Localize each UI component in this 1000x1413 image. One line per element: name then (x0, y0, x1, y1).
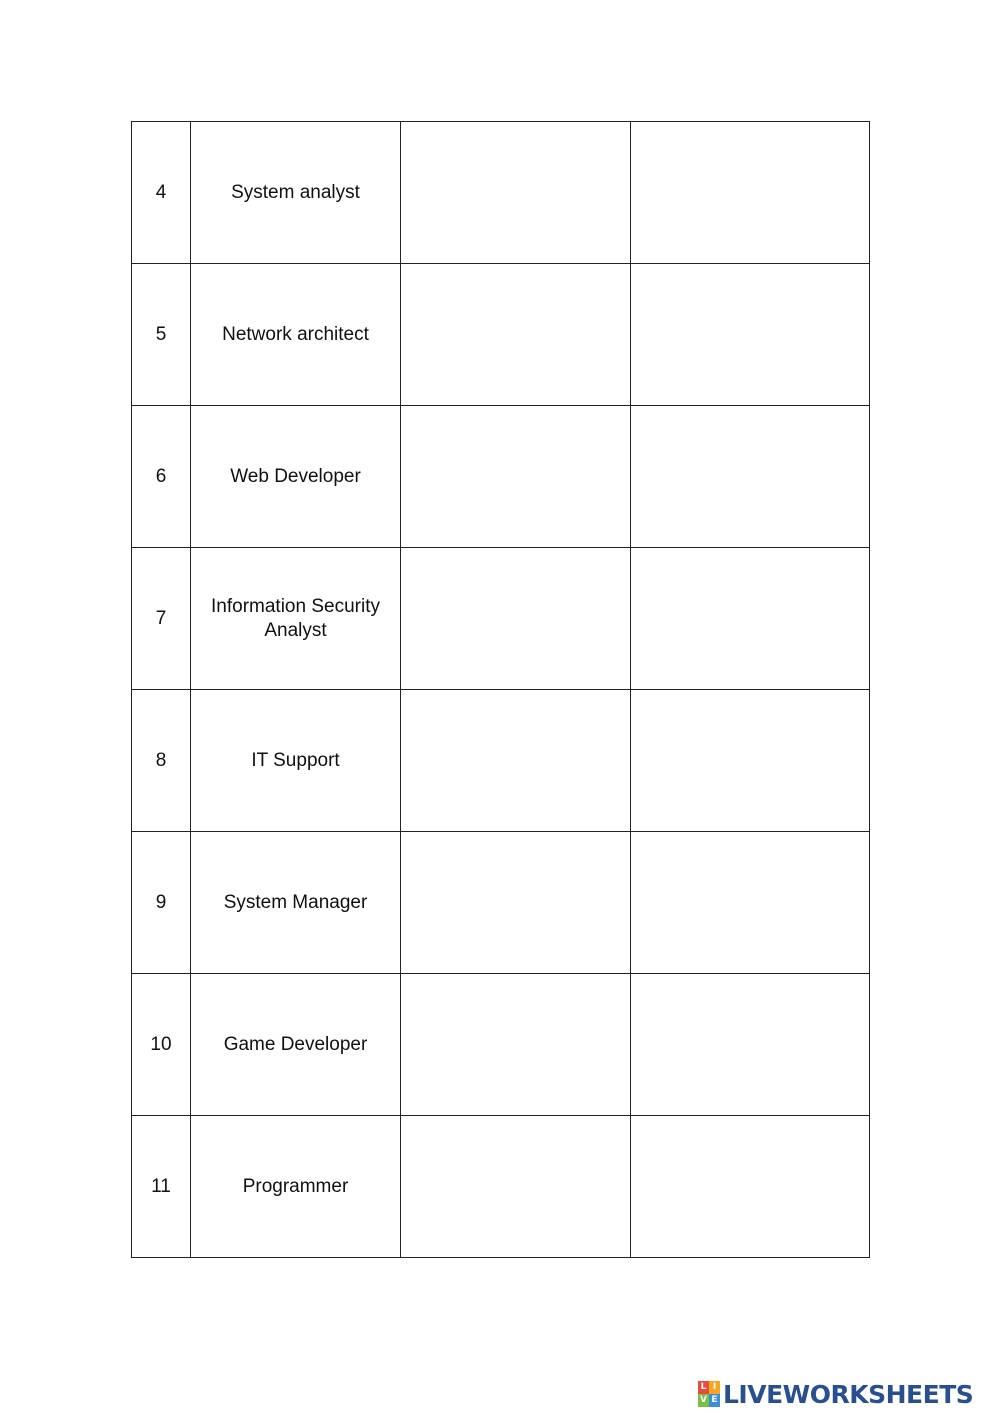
answer-cell-4[interactable] (631, 1116, 870, 1258)
job-title: Web Developer (191, 406, 401, 548)
answer-cell-3[interactable] (401, 832, 631, 974)
answer-cell-4[interactable] (631, 974, 870, 1116)
table-row (132, 1116, 870, 1258)
watermark-text: LIVEWORKSHEETS (723, 1379, 974, 1409)
job-title: Programmer (191, 1116, 401, 1258)
answer-cell-3[interactable] (401, 1116, 631, 1258)
table-row (132, 548, 870, 690)
liveworksheets-logo-icon (698, 1381, 720, 1407)
row-number: 11 (132, 1116, 191, 1258)
job-title: Information Security Analyst (191, 548, 401, 690)
answer-cell-4[interactable] (631, 406, 870, 548)
liveworksheets-watermark (698, 1378, 973, 1410)
answer-cell-4[interactable] (631, 690, 870, 832)
job-table (131, 121, 870, 1258)
row-number: 4 (132, 122, 191, 264)
logo-letter-v: V (698, 1394, 709, 1407)
row-number: 10 (132, 974, 191, 1116)
table-row (132, 974, 870, 1116)
row-number: 5 (132, 264, 191, 406)
row-number: 7 (132, 548, 191, 690)
logo-letter-i: I (709, 1381, 720, 1394)
answer-cell-3[interactable] (401, 264, 631, 406)
table-row (132, 690, 870, 832)
answer-cell-3[interactable] (401, 690, 631, 832)
logo-letter-e: E (709, 1394, 720, 1407)
row-number: 9 (132, 832, 191, 974)
table-row (132, 264, 870, 406)
answer-cell-4[interactable] (631, 264, 870, 406)
job-title: System analyst (191, 122, 401, 264)
table-row (132, 832, 870, 974)
answer-cell-3[interactable] (401, 406, 631, 548)
job-table-body (132, 122, 870, 1258)
answer-cell-4[interactable] (631, 832, 870, 974)
table-row (132, 122, 870, 264)
job-title: System Manager (191, 832, 401, 974)
table-row (132, 406, 870, 548)
row-number: 8 (132, 690, 191, 832)
job-title: IT Support (191, 690, 401, 832)
answer-cell-3[interactable] (401, 548, 631, 690)
row-number: 6 (132, 406, 191, 548)
job-title: Game Developer (191, 974, 401, 1116)
answer-cell-3[interactable] (401, 974, 631, 1116)
answer-cell-4[interactable] (631, 548, 870, 690)
job-title: Network architect (191, 264, 401, 406)
logo-letter-l: L (698, 1381, 709, 1394)
answer-cell-4[interactable] (631, 122, 870, 264)
answer-cell-3[interactable] (401, 122, 631, 264)
